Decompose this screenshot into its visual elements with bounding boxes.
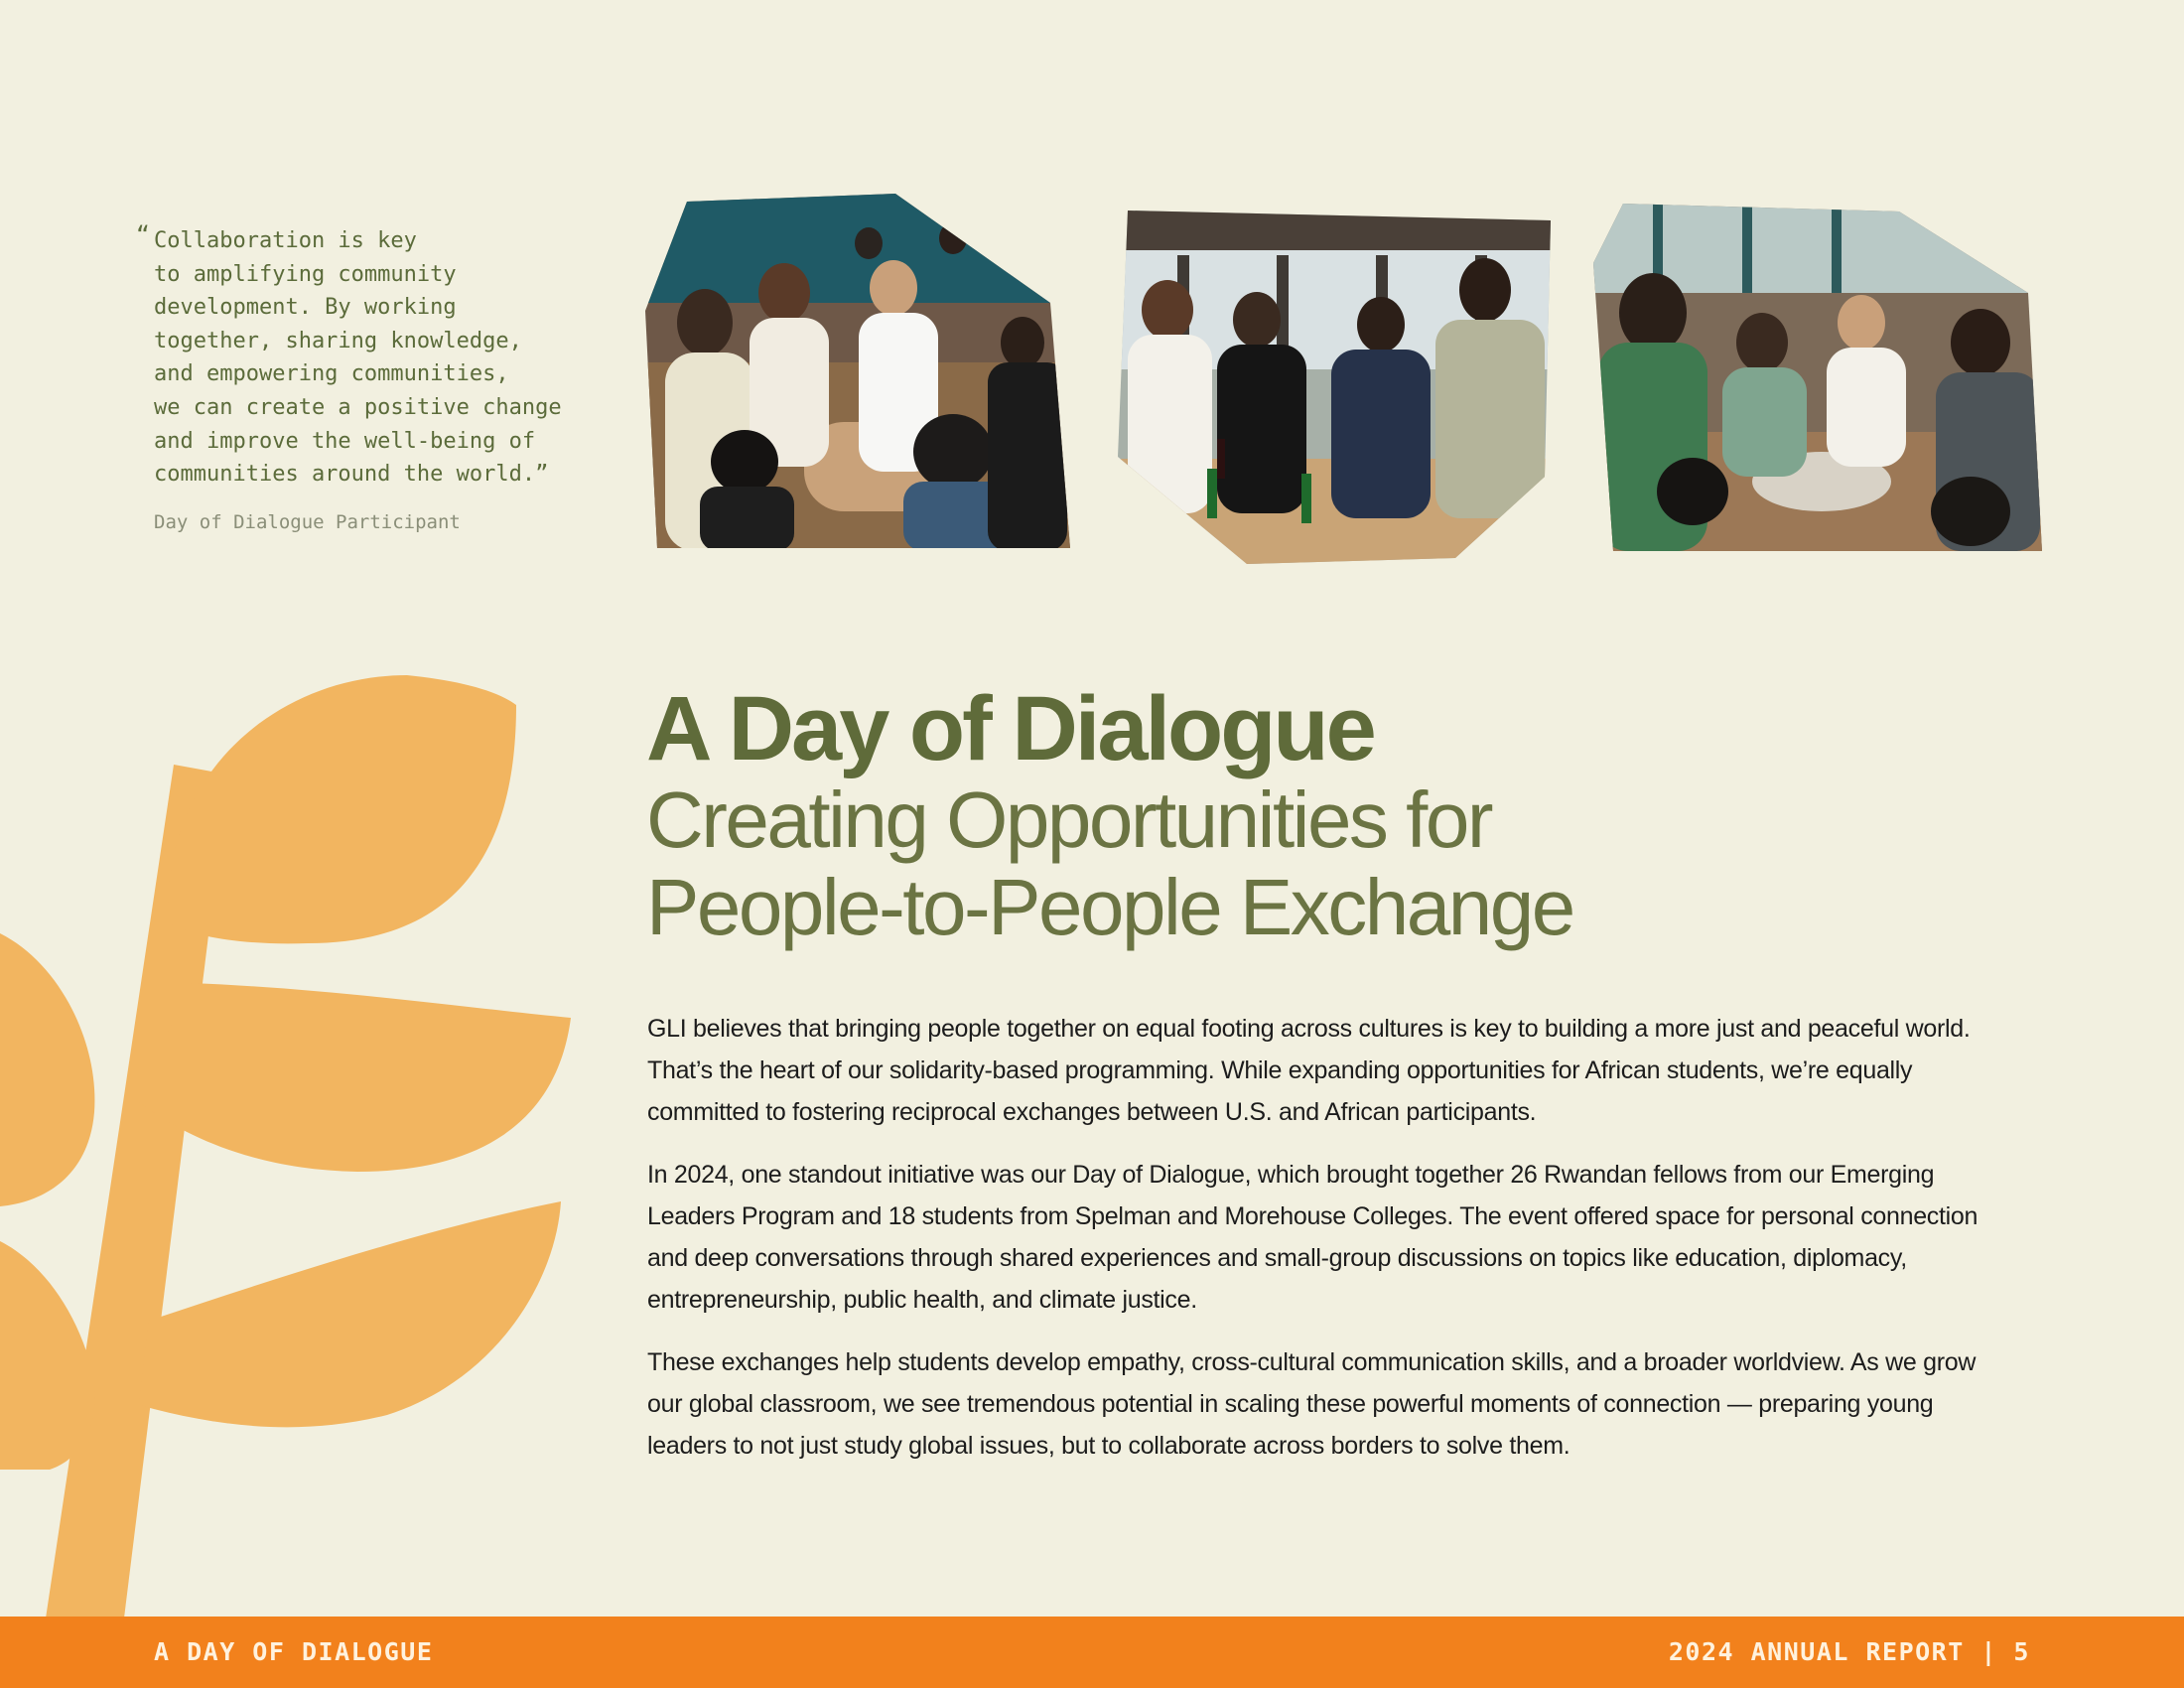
footer-page-info: 2024 ANNUAL REPORT | 5 — [1668, 1637, 2030, 1666]
quote-line: Collaboration is key — [154, 228, 417, 253]
page-footer — [0, 1617, 2184, 1688]
body-paragraph: These exchanges help students develop empathy, cross-cultural communication skills, and a broader worldview. As we grow our global classroom, we see tremendous potential in scaling these powerful moments of connection — preparing young leaders to not just study global issues, but to collaborate across borders to solve them. — [647, 1348, 1977, 1460]
body-paragraph: In 2024, one standout initiative was our Day of Dialogue, which brought together 26 Rwandan fellows from our Emerging Leaders Program and 18 students from Spelman and Morehouse Colleges. The event offered space for personal connection and deep conversations through shared experiences and small-group discussions on topics like education, diplomacy, entrepreneurship, public health, and climate justice. — [647, 1161, 1979, 1314]
quote-line: development. By working — [154, 295, 457, 321]
subtitle-line-1: Creating Opportunities for — [646, 775, 1492, 864]
quote-line: to amplifying community — [154, 261, 457, 287]
event-photo-1 — [645, 194, 1070, 551]
body-copy — [647, 1008, 2007, 1487]
leaf-graphic — [0, 665, 596, 1658]
quote-line: communities around the world.” — [154, 462, 549, 488]
event-photo-2 — [1118, 211, 1551, 564]
quote-attribution: Day of Dialogue Participant — [154, 511, 461, 533]
quote-line: together, sharing knowledge, — [154, 328, 522, 353]
quote-line: and empowering communities, — [154, 361, 509, 387]
page-title: A Day of Dialogue — [646, 678, 1374, 779]
event-photo-3 — [1593, 204, 2042, 551]
quote-open-mark: “ — [136, 222, 150, 248]
quote-line: we can create a positive change — [154, 394, 562, 420]
subtitle-line-2: People-to-People Exchange — [646, 863, 1573, 951]
footer-section-title: A DAY OF DIALOGUE — [154, 1637, 434, 1666]
pull-quote — [154, 224, 620, 492]
quote-line: and improve the well-being of — [154, 428, 536, 454]
body-paragraph: GLI believes that bringing people together on equal footing across cultures is key to building a more just and peaceful world. That’s the heart of our solidarity-based programming. While expanding opportunities for African students, we’re equally committed to fostering reciprocal exchanges between U.S. and African participants. — [647, 1015, 1971, 1126]
page-subtitle — [646, 776, 1738, 951]
